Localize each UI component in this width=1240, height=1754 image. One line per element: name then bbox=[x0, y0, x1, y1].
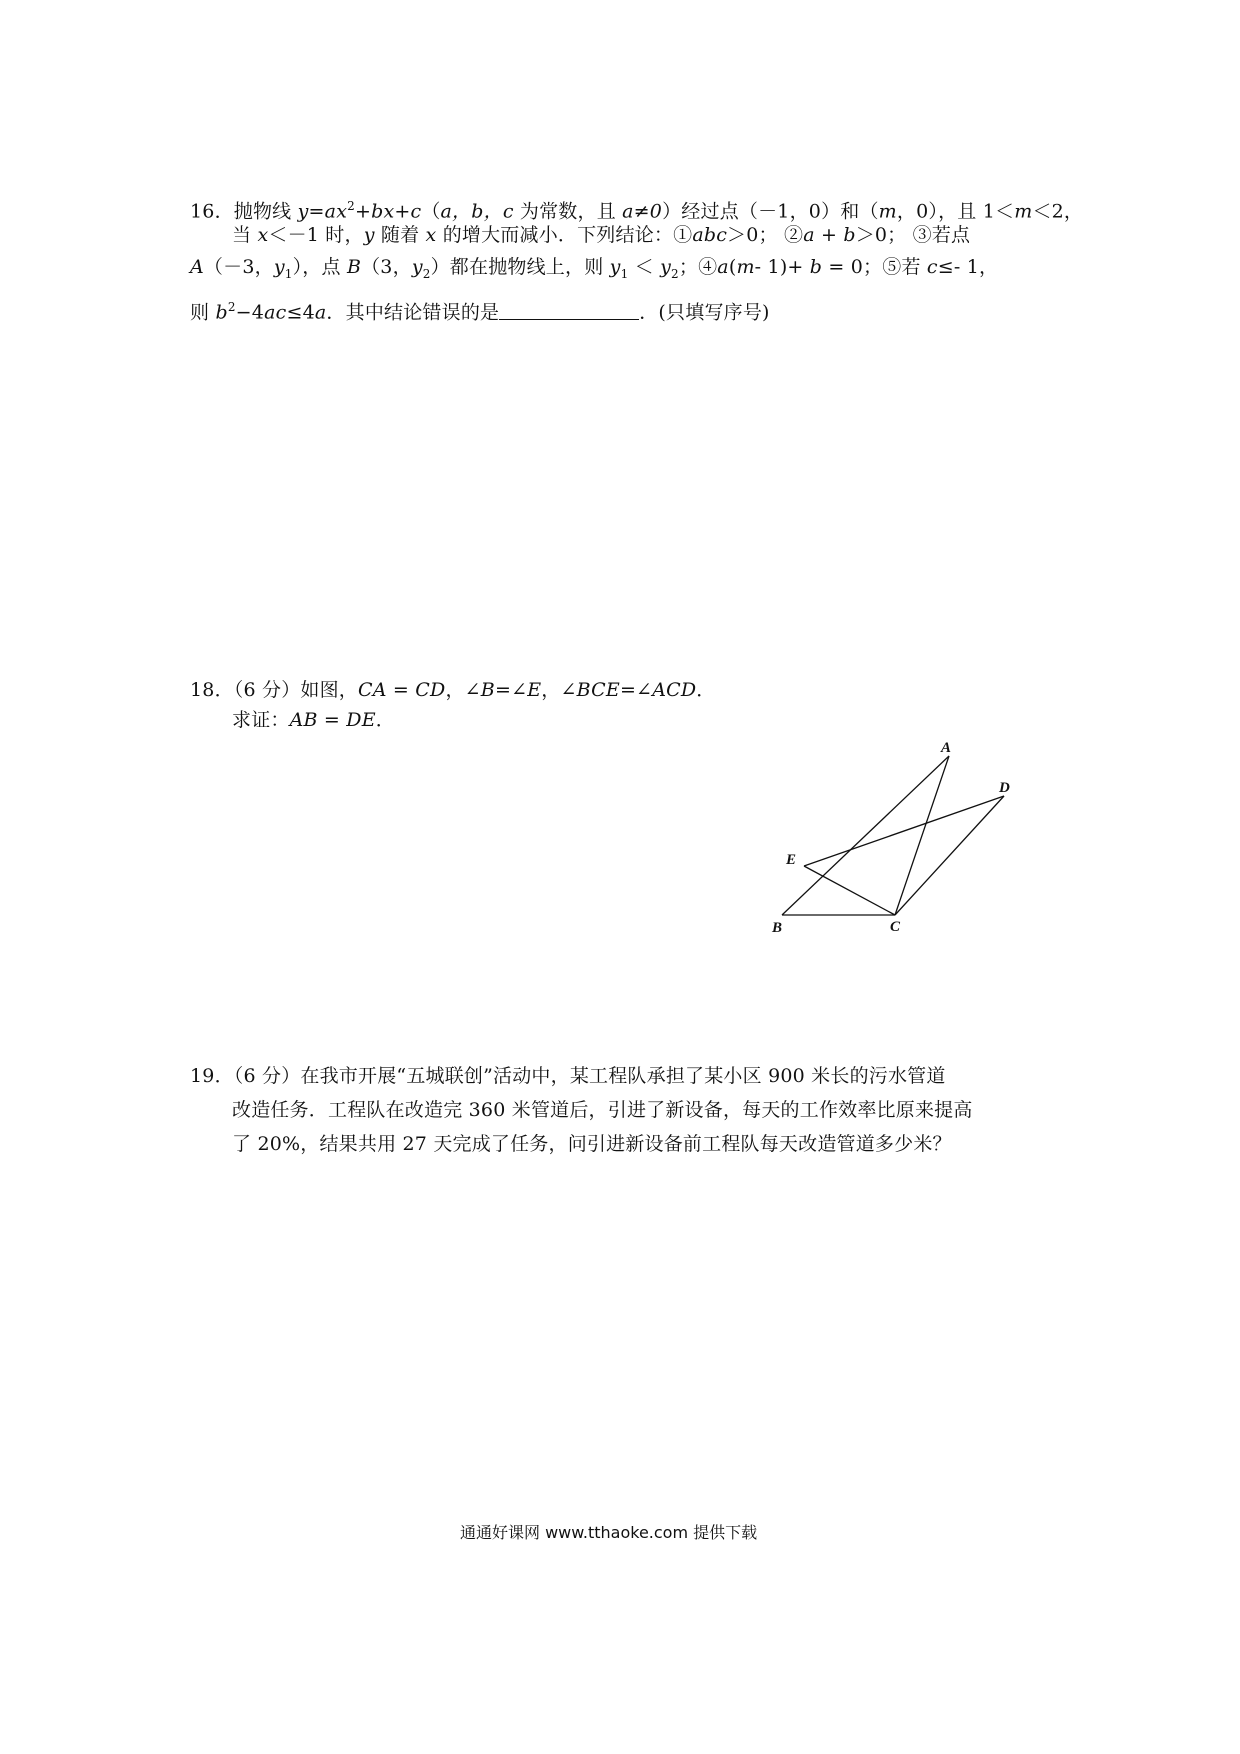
label-a: A bbox=[941, 740, 952, 756]
q18-number: 18． bbox=[190, 679, 234, 701]
segment-ec bbox=[804, 866, 895, 915]
q16-line-4: 则 $b^2-4ac\le 4a$．其中结论错误的是 ．(只填写序号) bbox=[190, 300, 770, 324]
q19-line-3: 了 20%，结果共用 27 天完成了任务，问引进新设备前工程队每天改造管道多少米？ bbox=[232, 1133, 952, 1155]
answer-blank bbox=[499, 301, 639, 320]
segment-ab bbox=[782, 756, 949, 915]
q18-line-1: 18．（6 分）如图，CA = CD，∠B=∠E，∠BCE=∠ACD． bbox=[190, 679, 716, 701]
label-e: E bbox=[786, 852, 797, 868]
segment-ed bbox=[804, 796, 1004, 866]
q19-number: 19． bbox=[190, 1065, 234, 1087]
page-footer: 通通好课网 www.tthaoke.com 提供下载 bbox=[460, 1523, 758, 1542]
q16-line-3: A（－3，$y_1$），点 B（3，$y_2$）都在抛物线上，则 $y_1 < y_2$；④a(m- 1)+ b = 0；⑤若 c≤- 1， bbox=[190, 256, 999, 281]
label-d: D bbox=[999, 780, 1010, 796]
q16-line-2: 当 x＜－1 时，y 随着 x 的增大而减小．下列结论：①abc＞0； ②a + b＞0； ③若点 bbox=[232, 224, 971, 246]
label-c: C bbox=[890, 919, 901, 935]
q16-number: 16． bbox=[190, 200, 234, 223]
segment-cd bbox=[895, 796, 1004, 915]
q19-line-1: 19．（6 分）在我市开展“五城联创”活动中，某工程队承担了某小区 900 米长的污水管道 bbox=[190, 1065, 946, 1087]
q19-line-2: 改造任务．工程队在改造完 360 米管道后，引进了新设备，每天的工作效率比原来提高 bbox=[232, 1099, 973, 1121]
segment-ac bbox=[895, 756, 949, 915]
geometry-figure bbox=[760, 740, 1040, 940]
q16-line-1: 16．抛物线 $y=ax^2+bx+c(a$，b，c 为常数，且 a≠0）经过点（－1，0）和（m，0），且 1＜m＜2， bbox=[190, 199, 1084, 223]
label-b: B bbox=[772, 920, 783, 936]
q18-line-2: 求证：AB = DE． bbox=[232, 709, 395, 731]
